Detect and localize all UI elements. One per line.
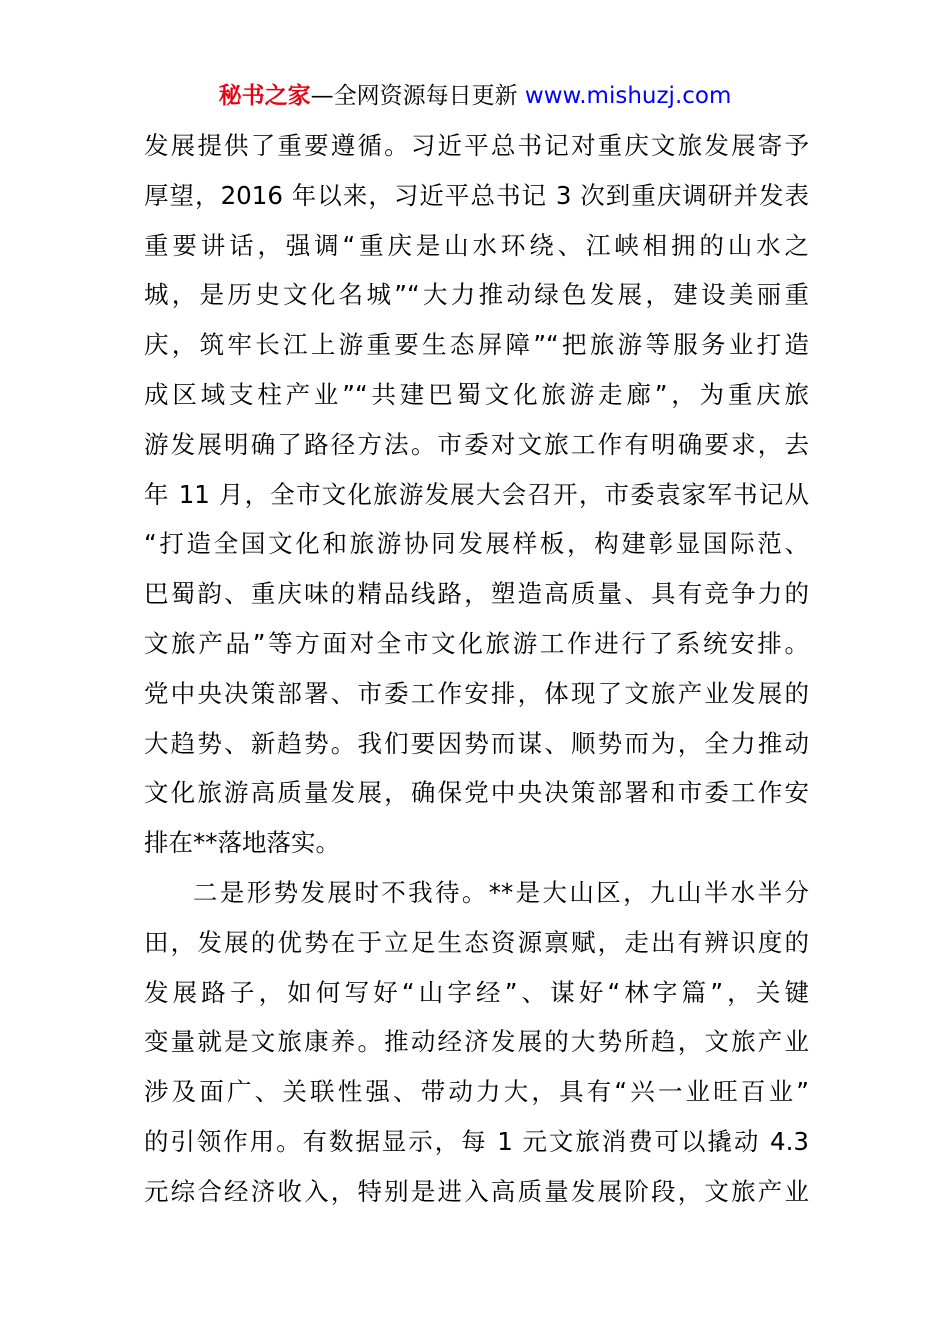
text-line: “打造全国文化和旅游协同发展样板，构建彰显国际范、 — [144, 529, 809, 559]
text-line: 田，发展的优势在于立足生态资源禀赋，走出有辨识度的 — [144, 927, 809, 957]
site-tagline: —全网资源每日更新 — [310, 83, 525, 109]
text-line: 庆，筑牢长江上游重要生态屏障”“把旅游等服务业打造 — [144, 330, 809, 360]
site-header — [0, 80, 950, 112]
text-line: 党中央决策部署、市委工作安排，体现了文旅产业发展的 — [144, 678, 809, 708]
text-line: 重要讲话，强调“重庆是山水环绕、江峡相拥的山水之 — [144, 230, 809, 260]
article-body — [144, 121, 809, 1217]
text-line: 文旅产品”等方面对全市文化旅游工作进行了系统安排。 — [144, 628, 809, 658]
site-url-link[interactable]: www.mishuzj.com — [524, 83, 732, 109]
text-line: 变量就是文旅康养。推动经济发展的大势所趋，文旅产业 — [144, 1027, 809, 1057]
text-line: 厚望，2016 年以来，习近平总书记 3 次到重庆调研并发表 — [144, 180, 809, 210]
site-brand: 秘书之家 — [218, 83, 311, 109]
text-line: 巴蜀韵、重庆味的精品线路，塑造高质量、具有竞争力的 — [144, 579, 809, 609]
text-line: 发展提供了重要遵循。习近平总书记对重庆文旅发展寄予 — [144, 131, 809, 160]
text-line: 发展路子，如何写好“山字经”、谋好“林字篇”，关键 — [144, 977, 809, 1007]
text-line: 元综合经济收入，特别是进入高质量发展阶段，文旅产业 — [144, 1176, 809, 1206]
text-line: 文化旅游高质量发展，确保党中央决策部署和市委工作安 — [144, 778, 809, 808]
text-line: 年 11 月，全市文化旅游发展大会召开，市委袁家军书记从 — [144, 479, 809, 509]
text-line: 涉及面广、关联性强、带动力大，具有“兴一业旺百业” — [144, 1077, 809, 1107]
paragraph-start-line: 二是形势发展时不我待。**是大山区，九山半水半分 — [193, 877, 809, 907]
text-line: 的引领作用。有数据显示，每 1 元文旅消费可以撬动 4.3 — [144, 1126, 809, 1156]
text-line: 排在**落地落实。 — [144, 828, 340, 858]
text-line: 城，是历史文化名城”“大力推动绿色发展，建设美丽重 — [144, 280, 809, 310]
text-line: 大趋势、新趋势。我们要因势而谋、顺势而为，全力推动 — [144, 728, 809, 758]
text-line: 游发展明确了路径方法。市委对文旅工作有明确要求，去 — [144, 429, 809, 459]
text-line: 成区域支柱产业”“共建巴蜀文化旅游走廊”，为重庆旅 — [144, 379, 809, 409]
